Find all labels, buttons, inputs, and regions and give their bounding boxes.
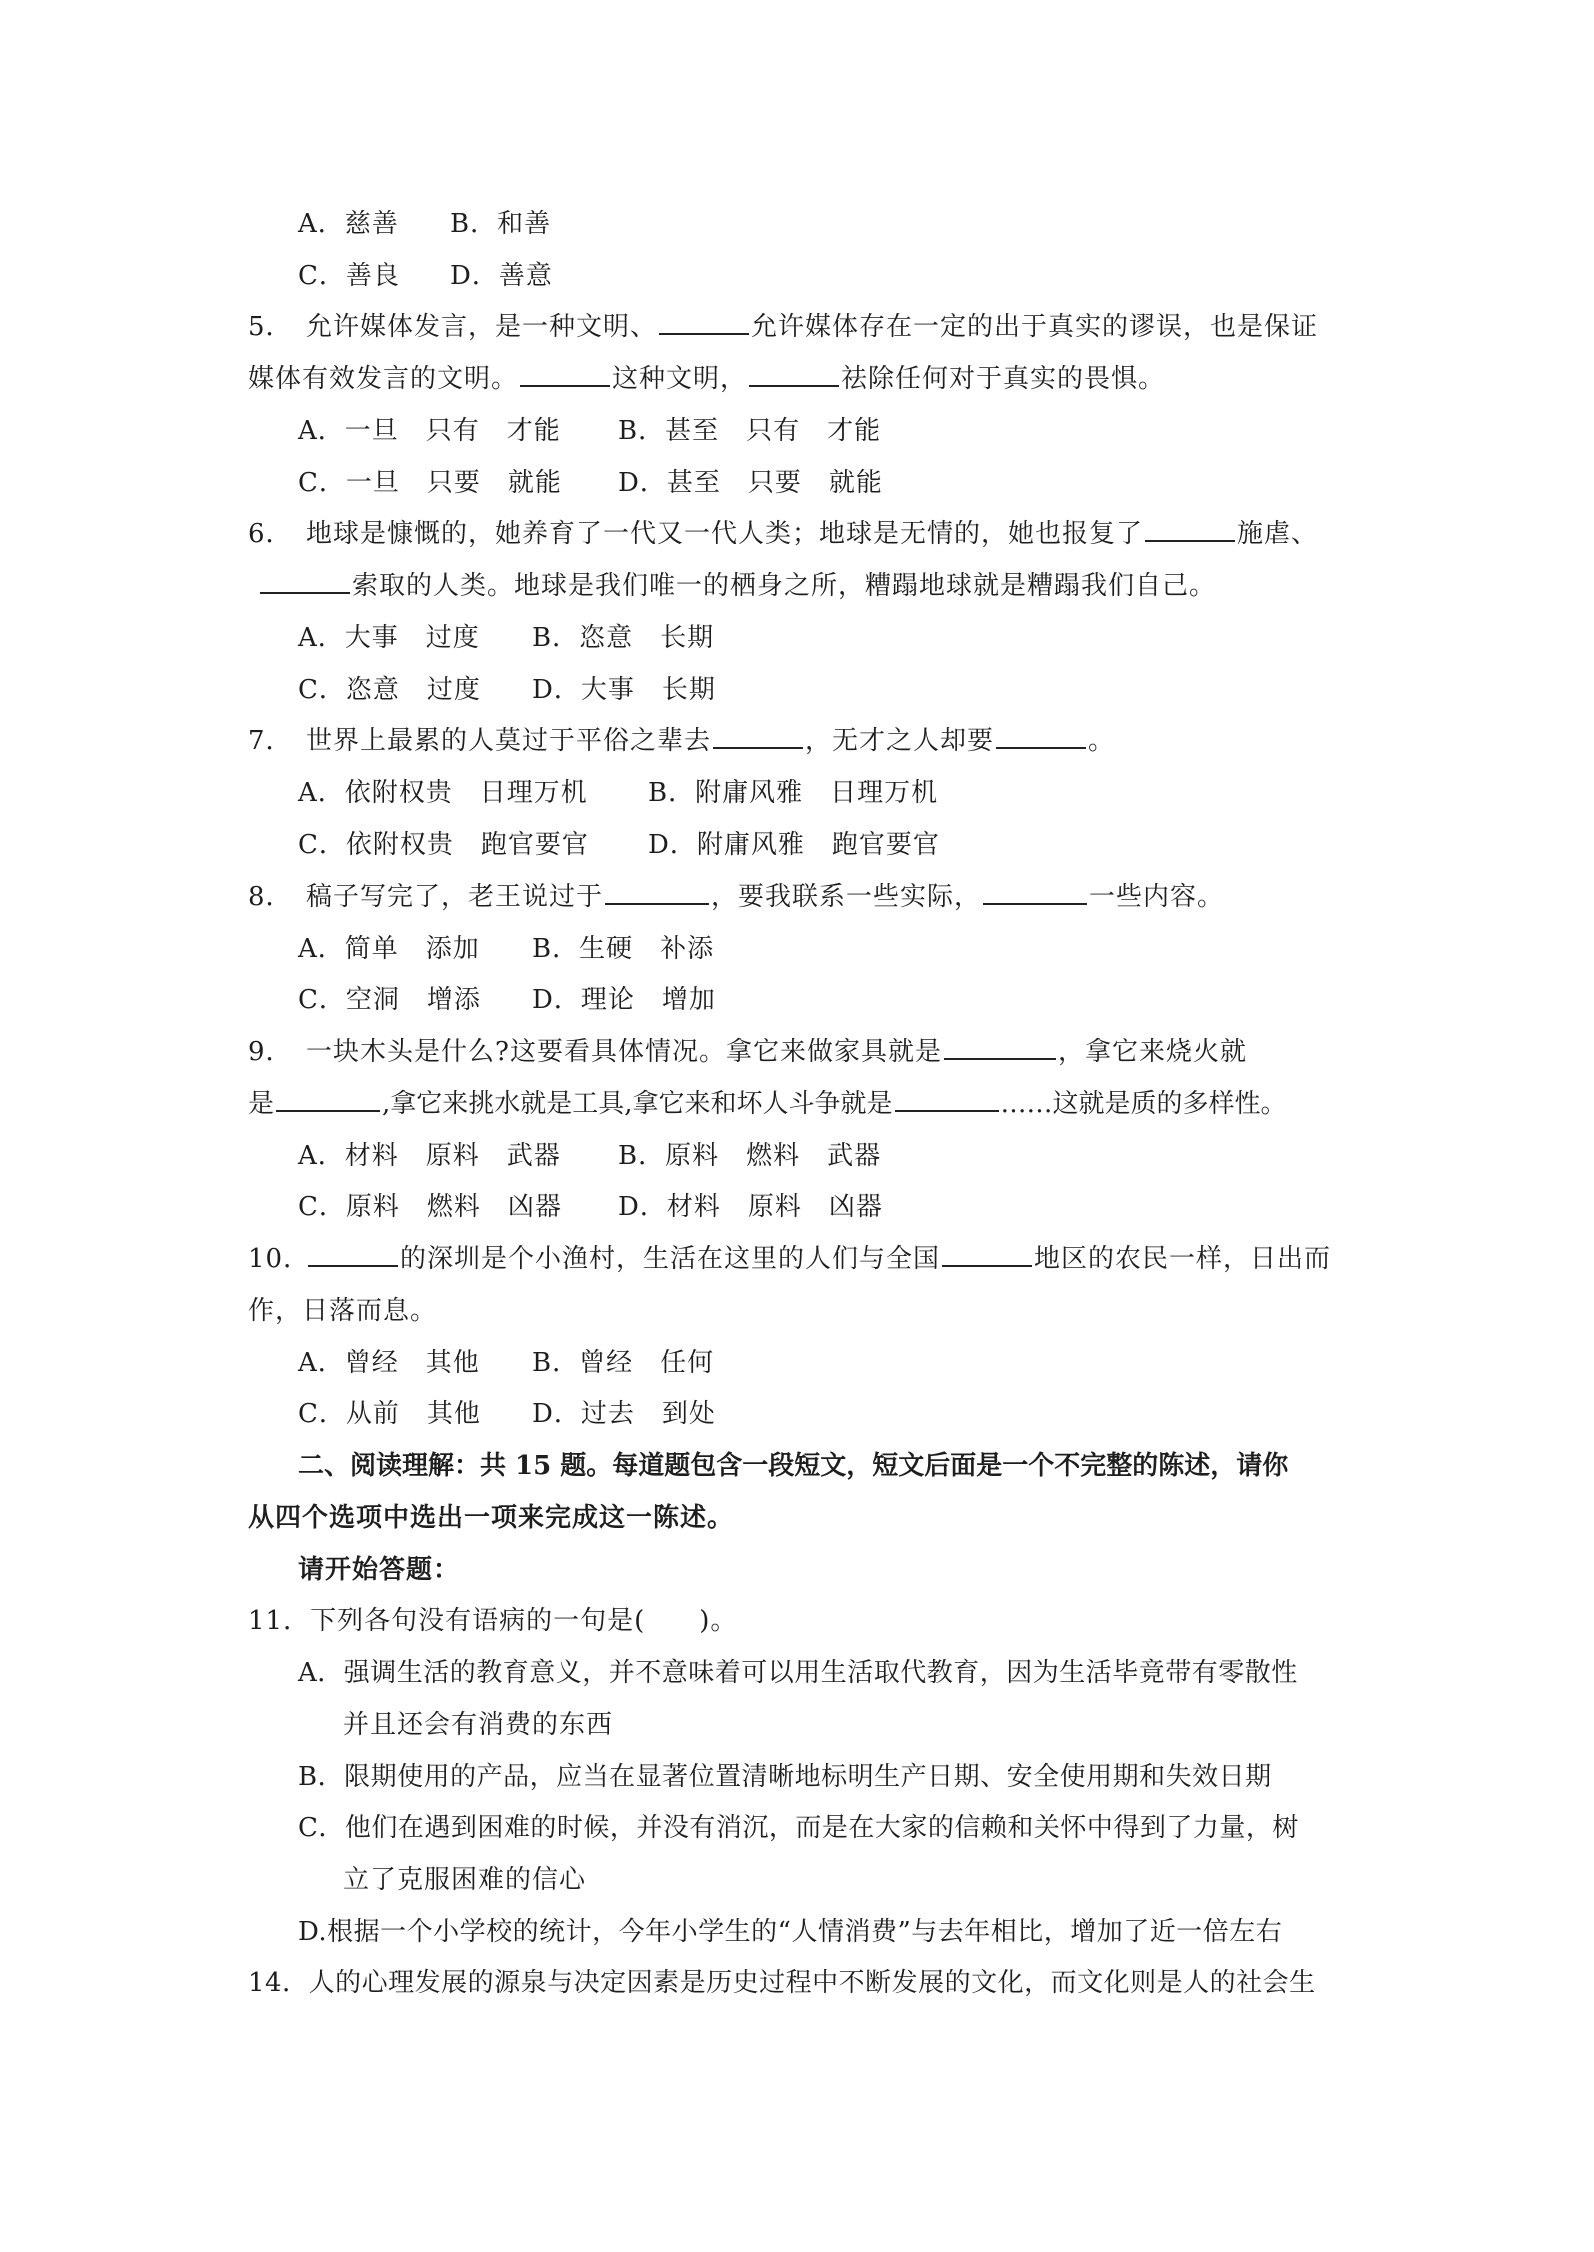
q11-option-c-line-1: C．他们在遇到困难的时候，并没有消沉，而是在大家的信赖和关怀中得到了力量，树 bbox=[298, 1813, 1299, 1843]
q6-blank-1 bbox=[1145, 516, 1235, 542]
q10-text-3: 作，日落而息。 bbox=[248, 1296, 438, 1326]
q4-option-c: C．善良 bbox=[298, 261, 400, 291]
q4-options-row-2 bbox=[298, 258, 553, 294]
q8-text-3: 一些内容。 bbox=[1089, 882, 1225, 912]
q9-blank-2 bbox=[276, 1086, 380, 1112]
q7-option-b: B．附庸风雅 日理万机 bbox=[648, 778, 939, 808]
q10-options-row-1 bbox=[298, 1345, 714, 1381]
q11-option-c-line-2: 立了克服困难的信心 bbox=[343, 1865, 587, 1895]
q14-stem-line-1: 14．人的心理发展的源泉与决定因素是历史过程中不断发展的文化，而文化则是人的社会生 bbox=[248, 1968, 1316, 1998]
q8-number: 8． bbox=[248, 882, 293, 912]
q9-text-5: ……这就是质的多样性。 bbox=[1000, 1089, 1287, 1119]
q9-text-4: ,拿它来挑水就是工具,拿它来和坏人斗争就是 bbox=[382, 1089, 893, 1119]
q9-blank-1 bbox=[944, 1034, 1056, 1060]
section2-heading-line-2: 从四个选项中选出一项来完成这一陈述。 bbox=[248, 1503, 735, 1533]
q10-option-b: B．曾经 任何 bbox=[532, 1348, 715, 1378]
q7-stem-line-1 bbox=[248, 723, 1115, 759]
q8-stem-line-1 bbox=[248, 879, 1224, 915]
q5-option-d: D．甚至 只要 就能 bbox=[618, 468, 883, 498]
q7-options-row-2 bbox=[298, 827, 940, 863]
q6-option-c: C．恣意 过度 bbox=[298, 675, 481, 705]
q5-text-3: 媒体有效发言的文明。 bbox=[248, 364, 519, 394]
q6-text-1: 地球是慷慨的，她养育了一代又一代人类；地球是无情的，她也报复了 bbox=[306, 519, 1144, 549]
q5-option-b: B．甚至 只有 才能 bbox=[618, 416, 882, 446]
q7-number: 7． bbox=[248, 726, 293, 756]
q10-option-c: C．从前 其他 bbox=[298, 1399, 481, 1429]
q8-option-c: C．空洞 增添 bbox=[298, 985, 481, 1015]
q10-blank-2 bbox=[942, 1241, 1032, 1267]
q7-options-row-1 bbox=[298, 775, 938, 811]
q5-text-5: 祛除任何对于真实的畏惧。 bbox=[841, 364, 1166, 394]
q6-option-d: D．大事 长期 bbox=[532, 675, 716, 705]
q8-option-a: A．简单 添加 bbox=[298, 934, 480, 964]
q4-option-a: A．慈善 bbox=[298, 209, 399, 239]
q8-option-d: D．理论 增加 bbox=[532, 985, 716, 1015]
q10-number: 10． bbox=[248, 1244, 311, 1274]
q6-options-row-1 bbox=[298, 620, 714, 656]
q9-option-b: B．原料 燃料 武器 bbox=[618, 1141, 882, 1171]
q6-option-a: A．大事 过度 bbox=[298, 623, 480, 653]
q8-blank-1 bbox=[605, 879, 709, 905]
q9-text-2: ，拿它来烧火就 bbox=[1057, 1037, 1247, 1067]
q5-blank-3 bbox=[749, 361, 839, 387]
q6-stem-line-2 bbox=[258, 568, 1216, 604]
q8-text-1: 稿子写完了，老王说过于 bbox=[306, 882, 604, 912]
q10-text-2: 地区的农民一样，日出而 bbox=[1034, 1244, 1332, 1274]
q5-blank-1 bbox=[659, 309, 749, 335]
q9-option-d: D．材料 原料 凶器 bbox=[618, 1192, 883, 1222]
q6-blank-2 bbox=[260, 568, 350, 594]
q11-option-d: D.根据一个小学校的统计，今年小学生的“人情消费”与去年相比，增加了近一倍左右 bbox=[298, 1917, 1283, 1947]
q6-option-b: B．恣意 长期 bbox=[532, 623, 715, 653]
q10-option-a: A．曾经 其他 bbox=[298, 1348, 480, 1378]
q9-number: 9． bbox=[248, 1037, 293, 1067]
q5-options-row-2 bbox=[298, 465, 883, 501]
q10-stem-line-2 bbox=[248, 1293, 437, 1329]
q9-options-row-2 bbox=[298, 1189, 883, 1225]
q7-option-d: D．附庸风雅 跑官要官 bbox=[648, 830, 940, 860]
q5-text-4: 这种文明， bbox=[612, 364, 748, 394]
q10-blank-1 bbox=[308, 1241, 398, 1267]
q9-stem-line-2 bbox=[248, 1086, 1287, 1122]
q7-text-2: ，无才之人却要 bbox=[805, 726, 995, 756]
q5-text-1: 允许媒体发言，是一种文明、 bbox=[306, 312, 658, 342]
q11-option-b: B．限期使用的产品，应当在显著位置清晰地标明生产日期、安全使用期和失效日期 bbox=[298, 1762, 1272, 1792]
q7-blank-1 bbox=[713, 723, 803, 749]
q5-options-row-1 bbox=[298, 413, 881, 449]
q10-option-d: D．过去 到处 bbox=[532, 1399, 716, 1429]
section2-start-prompt: 请开始答题： bbox=[298, 1555, 461, 1585]
q4-options-row-1 bbox=[298, 206, 551, 242]
q5-text-2: 允许媒体存在一定的出于真实的谬误，也是保证 bbox=[751, 312, 1319, 342]
q6-text-2: 施虐、 bbox=[1237, 519, 1319, 549]
q7-text-1: 世界上最累的人莫过于平俗之辈去 bbox=[306, 726, 712, 756]
q8-option-b: B．生硬 补添 bbox=[532, 934, 715, 964]
q10-text-1: 的深圳是个小渔村，生活在这里的人们与全国 bbox=[400, 1244, 941, 1274]
q9-option-a: A．材料 原料 武器 bbox=[298, 1141, 561, 1171]
q9-option-c: C．原料 燃料 凶器 bbox=[298, 1192, 562, 1222]
q8-blank-2 bbox=[983, 879, 1087, 905]
q8-options-row-1 bbox=[298, 931, 714, 967]
q5-blank-2 bbox=[520, 361, 610, 387]
q6-number: 6． bbox=[248, 519, 293, 549]
q9-stem-line-1 bbox=[248, 1034, 1247, 1070]
q5-stem-line-1 bbox=[248, 309, 1318, 345]
q8-text-2: ，要我联系一些实际， bbox=[711, 882, 982, 912]
q4-option-b: B．和善 bbox=[450, 209, 552, 239]
q10-stem-line-1 bbox=[248, 1241, 1331, 1277]
q4-option-d: D．善意 bbox=[450, 261, 553, 291]
q6-text-3: 索取的人类。地球是我们唯一的栖身之所，糟蹋地球就是糟蹋我们自己。 bbox=[352, 571, 1217, 601]
q5-stem-line-2 bbox=[248, 361, 1165, 397]
q7-option-c: C．依附权贵 跑官要官 bbox=[298, 830, 589, 860]
q7-blank-2 bbox=[996, 723, 1086, 749]
q9-text-1: 一块木头是什么?这要看具体情况。拿它来做家具就是 bbox=[306, 1037, 942, 1067]
section2-heading-line-1: 二、阅读理解：共 15 题。每道题包含一段短文，短文后面是一个不完整的陈述，请你 bbox=[298, 1451, 1289, 1481]
q5-number: 5． bbox=[248, 312, 293, 342]
q9-blank-3 bbox=[895, 1086, 999, 1112]
q5-option-a: A．一旦 只有 才能 bbox=[298, 416, 561, 446]
q9-options-row-1 bbox=[298, 1138, 881, 1174]
q10-options-row-2 bbox=[298, 1396, 716, 1432]
q6-options-row-2 bbox=[298, 672, 716, 708]
q8-options-row-2 bbox=[298, 982, 716, 1018]
q7-option-a: A．依附权贵 日理万机 bbox=[298, 778, 588, 808]
q11-option-a-line-1: A．强调生活的教育意义，并不意味着可以用生活取代教育，因为生活毕竟带有零散性 bbox=[298, 1658, 1298, 1688]
q6-stem-line-1 bbox=[248, 516, 1318, 552]
q11-option-a-line-2: 并且还会有消费的东西 bbox=[343, 1710, 614, 1740]
q5-option-c: C．一旦 只要 就能 bbox=[298, 468, 562, 498]
q9-text-3: 是 bbox=[248, 1089, 275, 1119]
q7-text-3: 。 bbox=[1088, 726, 1116, 756]
q11-stem: 11．下列各句没有语病的一句是( )。 bbox=[248, 1606, 738, 1636]
